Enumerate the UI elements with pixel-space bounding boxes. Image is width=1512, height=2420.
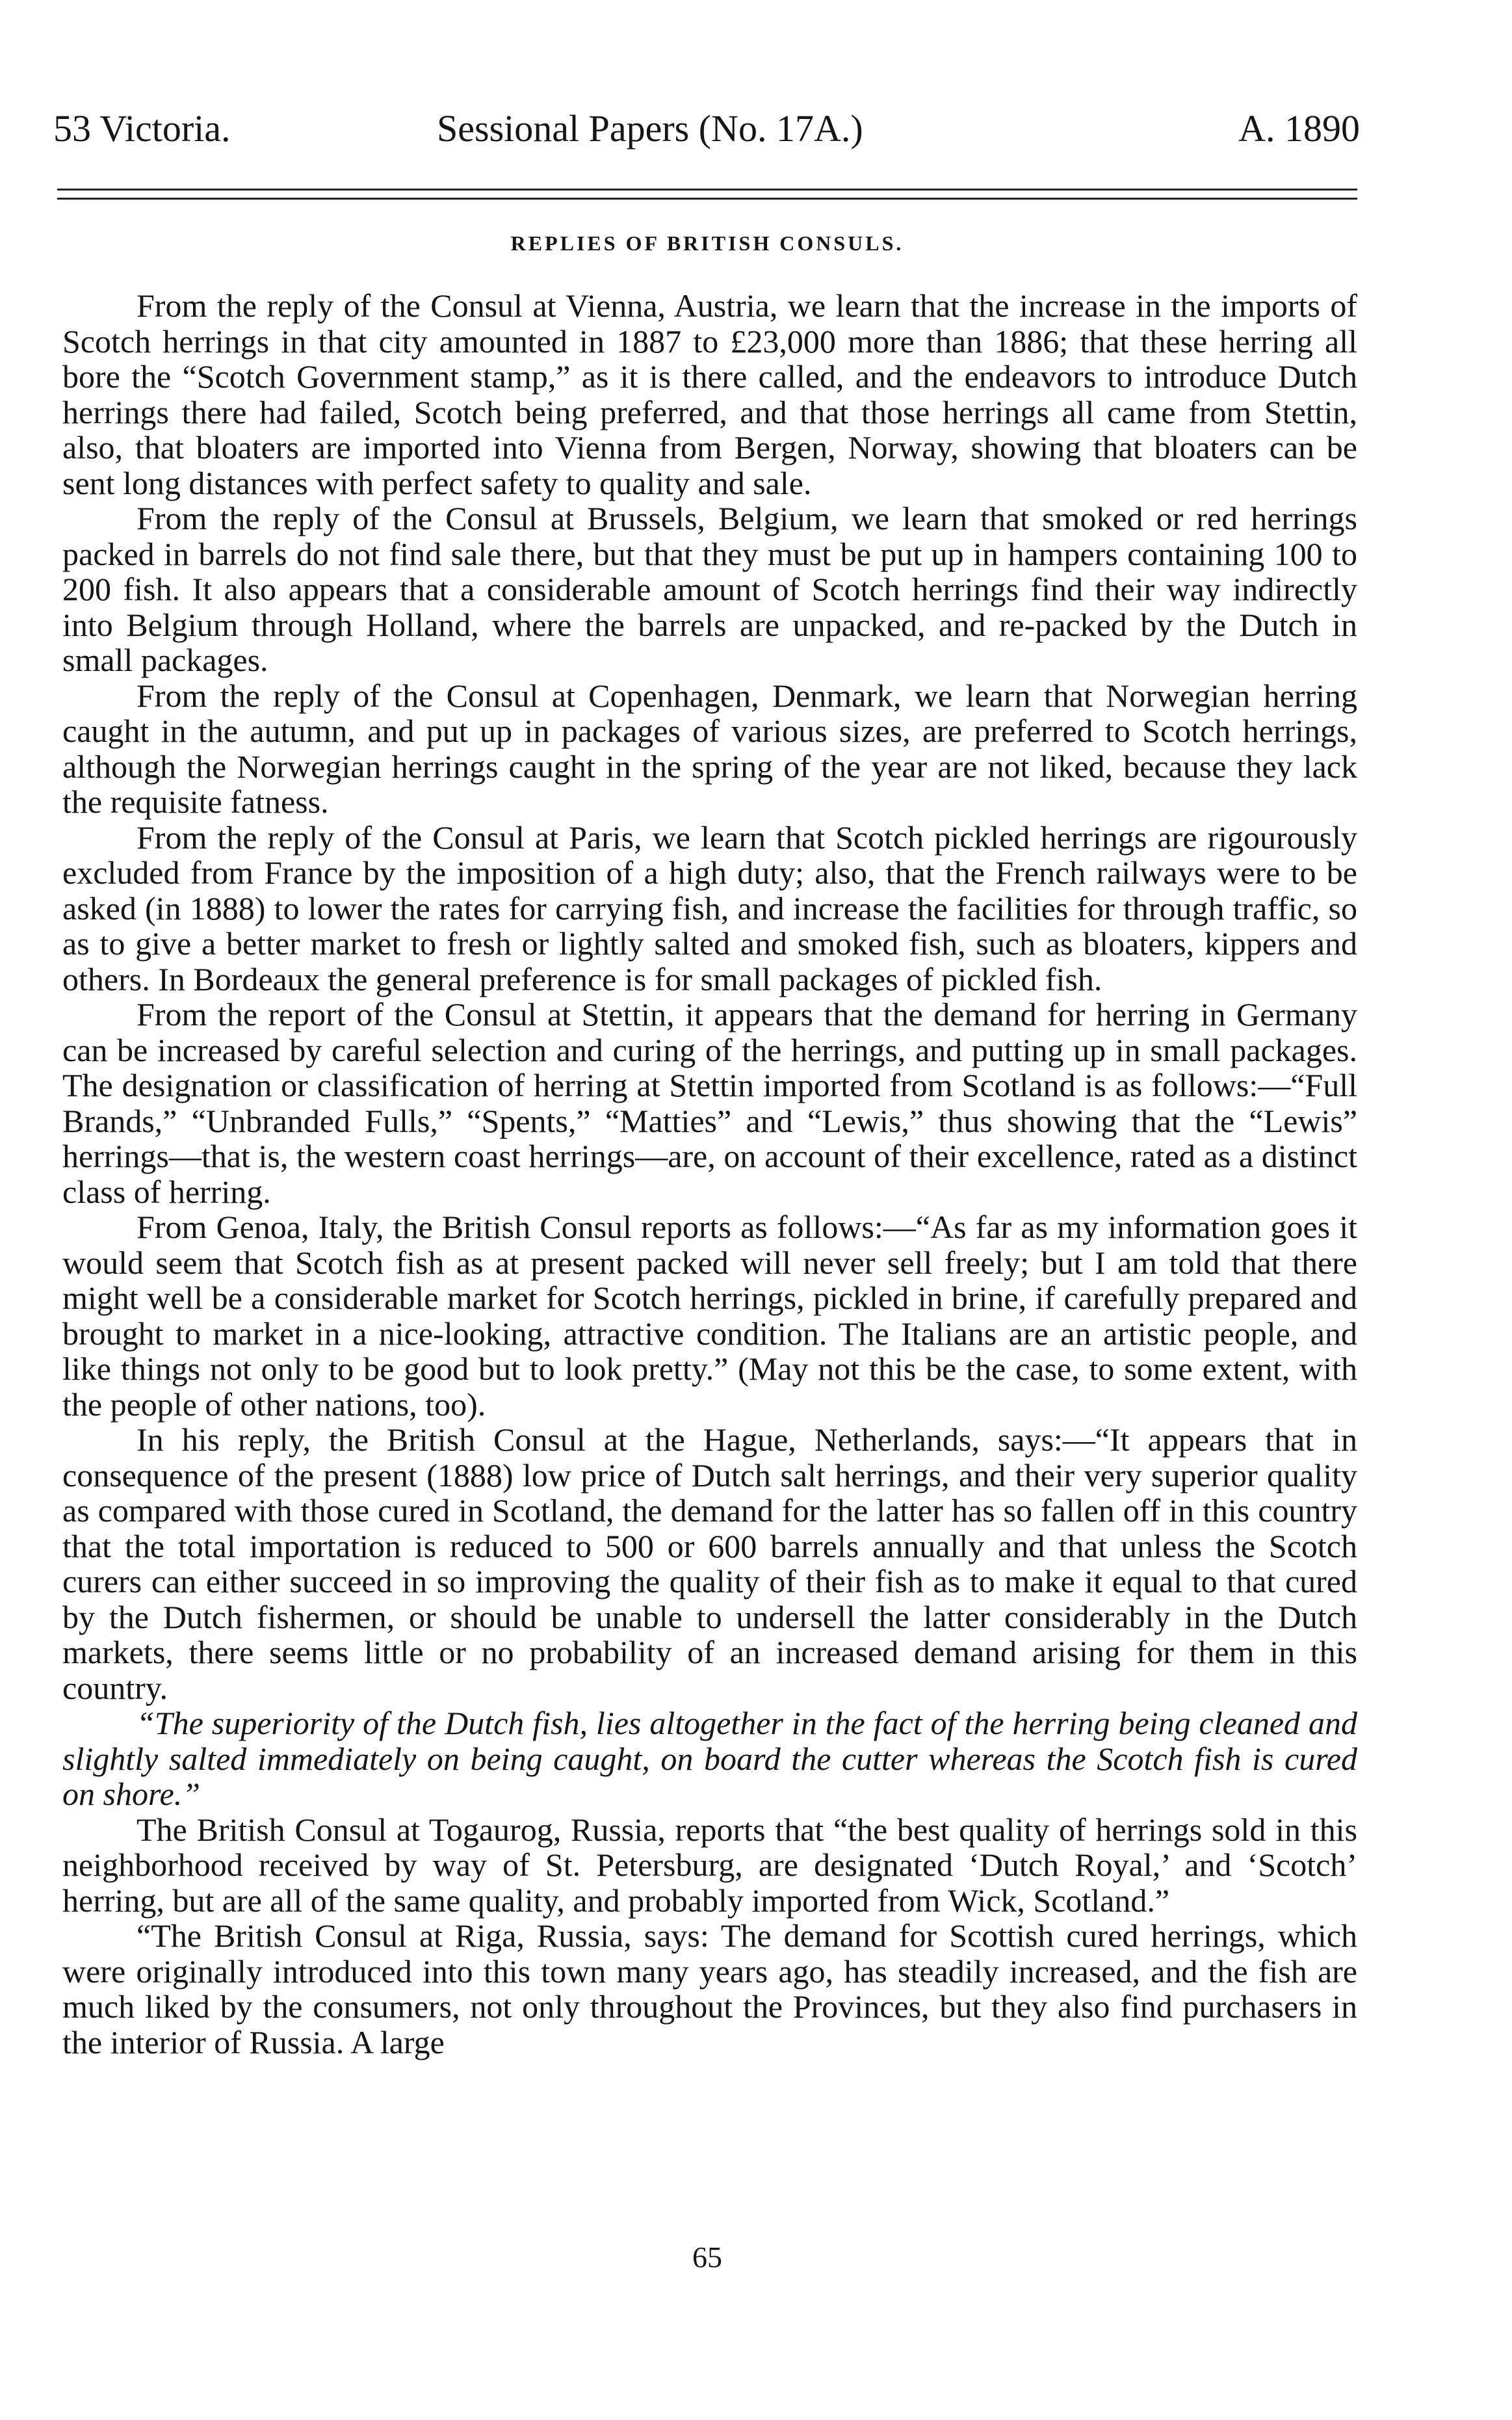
header-year: A. 1890 bbox=[1238, 107, 1360, 150]
header-rule-bottom bbox=[57, 198, 1357, 200]
paragraph-genoa: From Genoa, Italy, the British Consul reports as follows:—“As far as my information goes it would seem that Scotch fish as at present packed will never sell freely; but I am told that there might well be a considerable market for Scotch herrings, pickled in brine, if carefully prepared and brought to market in a nice-looking, attractive condition. The Italians are an artistic people, and like things not only to be good but to look pretty.” (May not this be the case, to some extent, with the people of other nations, too). bbox=[62, 1209, 1357, 1423]
page-number: 65 bbox=[692, 2241, 722, 2274]
paragraph-hague: In his reply, the British Consul at the Hague, Netherlands, says:—“It appears that in consequence of the present (1888) low price of Dutch salt herrings, and their very superior quality as compared with those cured in Scotland, the demand for the latter has so fallen off in this country that the total importation is reduced to 500 or 600 barrels annually and that unless the Scotch curers can either succeed in so improving the quality of their fish as to make it equal to that cured by the Dutch fishermen, or should be unable to undersell the latter considerably in the Dutch markets, there seems little or no probability of an increased demand arising for them in this country. bbox=[62, 1421, 1357, 1706]
paragraph-riga: “The British Consul at Riga, Russia, says: The demand for Scottish cured herrings, which were originally introduced into this town many years ago, has steadily increased, and the fish are much liked by the consumers, not only throughout the Provinces, but they also find purchasers in the interior of Russia. A large bbox=[62, 1917, 1357, 2060]
paragraph-paris: From the reply of the Consul at Paris, we learn that Scotch pickled herrings are rigourously excluded from France by the imposition of a high duty; also, that the French railways were to be asked (in 1888) to lower the rates for carrying fish, and increase the facilities for through traffic, so as to give a better market to fresh or lightly salted and smoked fish, such as bloaters, kippers and others. In Bordeaux the general preference is for small packages of pickled fish. bbox=[62, 819, 1357, 997]
body-text bbox=[62, 288, 1357, 2060]
header-volume: 53 Victoria. bbox=[53, 107, 231, 150]
paragraph-copenhagen: From the reply of the Consul at Copenhagen, Denmark, we learn that Norwegian herring caught in the autumn, and put up in packages of various sizes, are preferred to Scotch herrings, although the Norwegian herrings caught in the spring of the year are not liked, because they lack the requisite fatness. bbox=[62, 677, 1357, 820]
paragraph-vienna: From the reply of the Consul at Vienna, Austria, we learn that the increase in the imports of Scotch herrings in that city amounted in 1887 to £23,000 more than 1886; that these herring all bore the “Scotch Government stamp,” as it is there called, and the endeavors to introduce Dutch herrings there had failed, Scotch being preferred, and that those herrings all came from Stettin, also, that bloaters are imported into Vienna from Bergen, Norway, showing that bloaters can be sent long distances with perfect safety to quality and sale. bbox=[62, 287, 1357, 501]
paragraph-brussels: From the reply of the Consul at Brussels, Belgium, we learn that smoked or red herrings packed in barrels do not find sale there, but that they must be put up in hampers containing 100 to 200 fish. It also appears that a considerable amount of Scotch herrings find their way indirectly into Belgium through Holland, where the barrels are unpacked, and re-packed by the Dutch in small packages. bbox=[62, 500, 1357, 678]
header-series: Sessional Papers (No. 17A.) bbox=[437, 107, 863, 150]
running-header bbox=[53, 103, 1360, 155]
paragraph-togaurog: The British Consul at Togaurog, Russia, reports that “the best quality of herrings sold in this neighborhood received by way of St. Petersburg, are designated ‘Dutch Royal,’ and ‘Scotch’ herring, but are all of the same quality, and probably imported from Wick, Scotland.” bbox=[62, 1811, 1357, 1919]
header-rule-top bbox=[57, 189, 1357, 191]
paragraph-stettin: From the report of the Consul at Stettin, it appears that the demand for herring in Germany can be increased by careful selection and curing of the herrings, and putting up in small packages. The designation or classification of herring at Stettin imported from Scotland is as follows:—“Full Brands,” “Unbranded Fulls,” “Spents,” “Matties” and “Lewis,” thus showing that the “Lewis” herrings—that is, the western coast herrings—are, on account of their excellence, rated as a distinct class of herring. bbox=[62, 996, 1357, 1210]
paragraph-hague-quote: “The superiority of the Dutch fish, lies altogether in the fact of the herring being cleaned and slightly salted immediately on being caught, on board the cutter whereas the Scotch fish is cured on shore.” bbox=[62, 1705, 1357, 1812]
section-title: REPLIES OF BRITISH CONSULS. bbox=[510, 231, 904, 255]
